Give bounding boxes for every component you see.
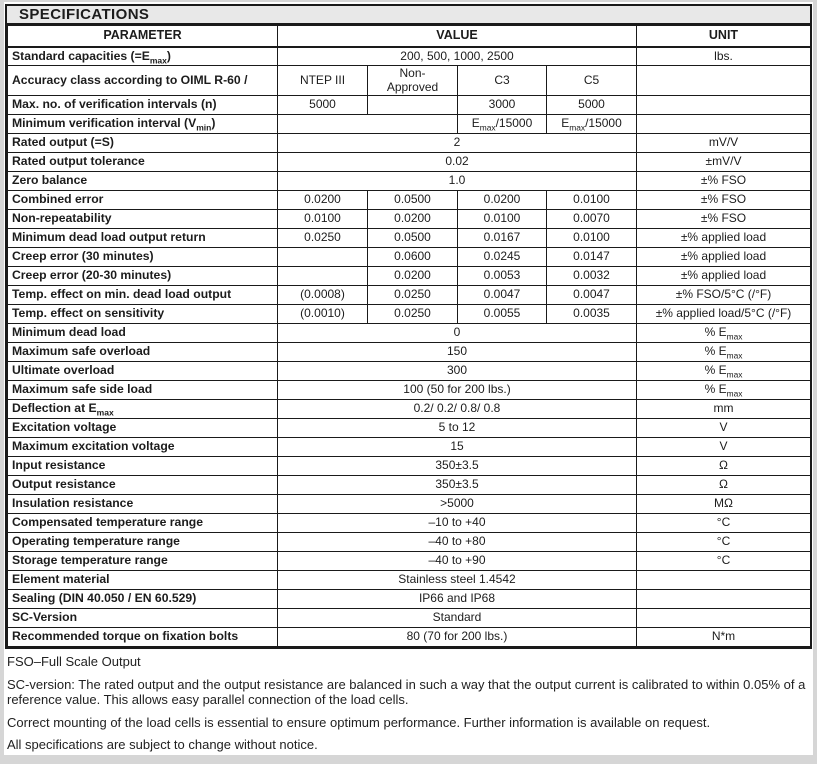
unit-cell: % $E_{max}$ [637, 362, 811, 381]
spec-table-body [8, 47, 811, 647]
unit-cell [637, 96, 811, 115]
unit-cell [637, 609, 811, 628]
value-cell: $E_{max}/15000$ [547, 115, 637, 134]
table-row [8, 590, 811, 609]
value-cell: 0.0035 [547, 305, 637, 324]
parameter-cell: Minimum dead load output return [8, 229, 278, 248]
table-row [8, 96, 811, 115]
specifications-table-block [5, 4, 812, 649]
value-cell: >5000 [278, 495, 637, 514]
value-cell: 0.0047 [458, 286, 547, 305]
table-row [8, 419, 811, 438]
value-cell [278, 267, 368, 286]
table-row [8, 153, 811, 172]
specifications-title: SPECIFICATIONS [7, 6, 810, 25]
value-cell: 0.0100 [458, 210, 547, 229]
value-cell: 0.0100 [547, 229, 637, 248]
table-row [8, 66, 811, 96]
table-row [8, 134, 811, 153]
value-cell: 5 to 12 [278, 419, 637, 438]
value-cell: 0.0070 [547, 210, 637, 229]
table-row [8, 571, 811, 590]
parameter-cell: Minimum dead load [8, 324, 278, 343]
value-cell: 5000 [547, 96, 637, 115]
parameter-cell: Maximum safe overload [8, 343, 278, 362]
table-row [8, 286, 811, 305]
unit-cell: Ω [637, 457, 811, 476]
parameter-cell: Excitation voltage [8, 419, 278, 438]
parameter-cell: Accuracy class according to OIML R-60 / [8, 66, 278, 96]
header-unit: UNIT [637, 26, 811, 47]
parameter-cell: Creep error (30 minutes) [8, 248, 278, 267]
unit-cell: lbs. [637, 47, 811, 66]
value-cell: 0.0200 [368, 210, 458, 229]
value-cell: 80 (70 for 200 lbs.) [278, 628, 637, 647]
value-cell: (0.0008) [278, 286, 368, 305]
value-cell: 0.0100 [278, 210, 368, 229]
value-cell: C3 [458, 66, 547, 96]
unit-cell: V [637, 438, 811, 457]
parameter-cell: Element material [8, 571, 278, 590]
parameter-cell: Combined error [8, 191, 278, 210]
unit-cell: % $E_{max}$ [637, 343, 811, 362]
value-cell: Non- Approved [368, 66, 458, 96]
value-cell: 0.02 [278, 153, 637, 172]
value-cell: 0 [278, 324, 637, 343]
footer-note: FSO–Full Scale Output [7, 654, 141, 669]
value-cell: 0.0200 [278, 191, 368, 210]
table-header [8, 26, 811, 47]
footer-notes [5, 649, 812, 753]
parameter-cell: Maximum safe side load [8, 381, 278, 400]
unit-cell: °C [637, 552, 811, 571]
parameter-cell: SC-Version [8, 609, 278, 628]
parameter-cell: Zero balance [8, 172, 278, 191]
unit-cell: ±% applied load/5°C (/°F) [637, 305, 811, 324]
parameter-cell: Temp. effect on min. dead load output [8, 286, 278, 305]
unit-cell: ±% FSO [637, 210, 811, 229]
parameter-cell: Standard capacities $(=E_{max})$ [8, 47, 278, 66]
value-cell: 0.0500 [368, 229, 458, 248]
header-value: VALUE [278, 26, 637, 47]
unit-cell [637, 590, 811, 609]
table-row [8, 609, 811, 628]
value-cell: 0.0032 [547, 267, 637, 286]
value-cell: 150 [278, 343, 637, 362]
value-cell: 350±3.5 [278, 476, 637, 495]
value-cell: 0.0100 [547, 191, 637, 210]
value-cell: 0.0250 [368, 305, 458, 324]
parameter-cell: Output resistance [8, 476, 278, 495]
value-cell: $E_{max}/15000$ [458, 115, 547, 134]
table-row [8, 400, 811, 419]
parameter-cell: Sealing (DIN 40.050 / EN 60.529) [8, 590, 278, 609]
parameter-cell: Recommended torque on fixation bolts [8, 628, 278, 647]
value-cell [278, 248, 368, 267]
table-row [8, 381, 811, 400]
unit-cell [637, 115, 811, 134]
footer-note: All specifications are subject to change without notice. [7, 737, 318, 752]
table-row [8, 324, 811, 343]
unit-cell: ±% applied load [637, 229, 811, 248]
table-row [8, 476, 811, 495]
unit-cell: ±% applied load [637, 267, 811, 286]
footer-note: Correct mounting of the load cells is essential to ensure optimum performance. Further information is available on request. [7, 714, 711, 730]
table-row [8, 514, 811, 533]
value-cell: 0.0250 [278, 229, 368, 248]
footer-note: SC-version: The rated output and the output resistance are balanced in such a way that the output current is calibrated to within 0.05% of a reference value. This allows easy parallel connection of the load cells. [7, 676, 806, 707]
unit-cell: ±% FSO/5°C (/°F) [637, 286, 811, 305]
value-cell: –40 to +80 [278, 533, 637, 552]
value-cell: 0.0047 [547, 286, 637, 305]
parameter-cell: Ultimate overload [8, 362, 278, 381]
unit-cell: % $E_{max}$ [637, 324, 811, 343]
value-cell: 15 [278, 438, 637, 457]
table-row [8, 343, 811, 362]
table-row [8, 628, 811, 647]
table-row [8, 210, 811, 229]
value-cell [278, 115, 458, 134]
value-cell: NTEP III [278, 66, 368, 96]
unit-cell: ±% FSO [637, 172, 811, 191]
table-row [8, 495, 811, 514]
table-row [8, 115, 811, 134]
parameter-cell: Non-repeatability [8, 210, 278, 229]
value-cell: 0.0200 [458, 191, 547, 210]
parameter-cell: Deflection at $E_{max}$ [8, 400, 278, 419]
table-row [8, 533, 811, 552]
parameter-cell: Rated output tolerance [8, 153, 278, 172]
value-cell: 1.0 [278, 172, 637, 191]
value-cell: 300 [278, 362, 637, 381]
parameter-cell: Compensated temperature range [8, 514, 278, 533]
table-row [8, 305, 811, 324]
table-row [8, 191, 811, 210]
unit-cell: V [637, 419, 811, 438]
table-row [8, 362, 811, 381]
parameter-cell: Insulation resistance [8, 495, 278, 514]
value-cell: Standard [278, 609, 637, 628]
parameter-cell: Max. no. of verification intervals (n) [8, 96, 278, 115]
table-row [8, 229, 811, 248]
value-cell: C5 [547, 66, 637, 96]
datasheet-page [4, 2, 813, 755]
table-row [8, 47, 811, 66]
parameter-cell: Minimum verification interval $(V_{min})$ [8, 115, 278, 134]
value-cell: 100 (50 for 200 lbs.) [278, 381, 637, 400]
value-cell: 0.0200 [368, 267, 458, 286]
value-cell: 0.0250 [368, 286, 458, 305]
table-row [8, 438, 811, 457]
table-row [8, 248, 811, 267]
unit-cell: °C [637, 533, 811, 552]
unit-cell: °C [637, 514, 811, 533]
value-cell: 0.0245 [458, 248, 547, 267]
parameter-cell: Temp. effect on sensitivity [8, 305, 278, 324]
value-cell: Stainless steel 1.4542 [278, 571, 637, 590]
unit-cell: % $E_{max}$ [637, 381, 811, 400]
parameter-cell: Maximum excitation voltage [8, 438, 278, 457]
value-cell [368, 96, 458, 115]
unit-cell [637, 66, 811, 96]
value-cell: 0.0053 [458, 267, 547, 286]
value-cell: 0.0600 [368, 248, 458, 267]
table-row [8, 267, 811, 286]
unit-cell: MΩ [637, 495, 811, 514]
table-row [8, 552, 811, 571]
value-cell: 5000 [278, 96, 368, 115]
specifications-table [7, 25, 811, 647]
parameter-cell: Operating temperature range [8, 533, 278, 552]
table-row [8, 457, 811, 476]
unit-cell: Ω [637, 476, 811, 495]
header-row [8, 26, 811, 47]
value-cell: IP66 and IP68 [278, 590, 637, 609]
unit-cell: mV/V [637, 134, 811, 153]
value-cell: 0.0500 [368, 191, 458, 210]
value-cell: 3000 [458, 96, 547, 115]
parameter-cell: Input resistance [8, 457, 278, 476]
value-cell: 2 [278, 134, 637, 153]
value-cell: 0.0167 [458, 229, 547, 248]
parameter-cell: Rated output (=S) [8, 134, 278, 153]
header-parameter: PARAMETER [8, 26, 278, 47]
parameter-cell: Creep error (20-30 minutes) [8, 267, 278, 286]
table-row [8, 172, 811, 191]
unit-cell: ±mV/V [637, 153, 811, 172]
value-cell: 0.0055 [458, 305, 547, 324]
value-cell: 0.0147 [547, 248, 637, 267]
value-cell: 200, 500, 1000, 2500 [278, 47, 637, 66]
unit-cell: N*m [637, 628, 811, 647]
value-cell: 350±3.5 [278, 457, 637, 476]
value-cell: (0.0010) [278, 305, 368, 324]
unit-cell [637, 571, 811, 590]
unit-cell: mm [637, 400, 811, 419]
value-cell: –40 to +90 [278, 552, 637, 571]
value-cell: –10 to +40 [278, 514, 637, 533]
value-cell: 0.2/ 0.2/ 0.8/ 0.8 [278, 400, 637, 419]
unit-cell: ±% applied load [637, 248, 811, 267]
unit-cell: ±% FSO [637, 191, 811, 210]
parameter-cell: Storage temperature range [8, 552, 278, 571]
